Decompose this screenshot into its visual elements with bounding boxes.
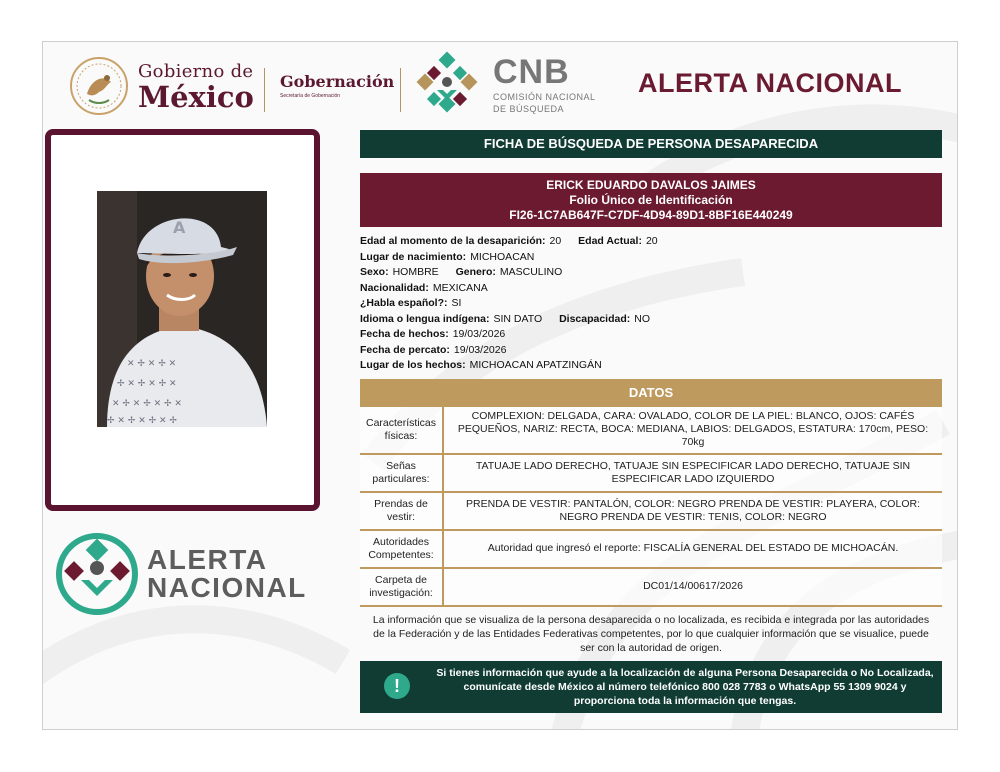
person-photo-illustration [97,191,267,427]
exclamation-icon: ! [384,673,410,699]
table-row [360,454,942,492]
sexo-label: Sexo: [360,266,389,278]
name-box [360,173,942,227]
contact-text: Si tienes información que ayude a la localización de alguna Persona Desaparecida o No Localizada, comunícate desde México al número telefónico 800 028 7783 o WhatsApp 55 1309 9024 y proporciona toda la información que tengas. [436,666,934,707]
table-row [360,530,942,568]
idioma-value: SIN DATO [493,312,543,325]
svg-text:✢ ✕ ✢ ✕ ✢ ✕: ✢ ✕ ✢ ✕ ✢ ✕ [117,379,177,389]
datos-key: Autoridades Competentes: [360,530,443,568]
fecha-hechos-value: 19/03/2026 [452,328,506,340]
contact-footer [360,661,942,713]
info-row-sexo [360,265,942,281]
fecha-hechos-label: Fecha de hechos: [360,328,449,340]
info-block [360,234,942,374]
info-row-nacionalidad [360,281,942,297]
header [43,42,957,126]
svg-text:A: A [173,218,186,237]
folio-value: FI26-1C7AB647F-C7DF-4D94-89D1-8BF16E440249 [509,208,793,222]
edad-desap-value: 20 [549,235,562,247]
alerta-wordmark-line1: ALERTA [147,544,268,575]
alerta-nacional-title: ALERTA NACIONAL [638,68,902,98]
cnb-wordmark [493,54,596,114]
datos-key: Características físicas: [360,407,443,454]
gobierno-de-mexico-logo [138,62,254,112]
info-row-habla [360,296,942,312]
discapacidad-label: Discapacidad: [559,312,631,325]
nacionalidad-label: Nacionalidad: [360,281,429,294]
datos-value: Autoridad que ingresó el reporte: FISCALÍA GENERAL DEL ESTADO DE MICHOACÁN. [443,530,942,568]
ficha-title: FICHA DE BÚSQUEDA DE PERSONA DESAPARECIDA [360,130,942,158]
lugar-nac-value: MICHOACAN [470,250,535,263]
header-divider [264,68,265,112]
nacionalidad-value: MEXICANA [432,281,488,294]
datos-header: DATOS [360,379,942,407]
datos-value: COMPLEXION: DELGADA, CARA: OVALADO, COLOR DE LA PIEL: BLANCO, OJOS: CAFÉS PEQUEÑOS, NARIZ: RECTA, BOCA: MEDIANA, LABIOS: DELGADOS, ESTATURA: 170cm, PESO: 70kg [443,407,942,454]
svg-text:✢ ✕ ✢ ✕ ✢ ✕ ✢: ✢ ✕ ✢ ✕ ✢ ✕ ✢ [107,416,177,426]
idioma-label: Idioma o lengua indígena: [360,312,490,325]
ficha-details [360,130,942,713]
folio-label: Folio Único de Identificación [569,193,733,207]
gobierno-line1: Gobierno de [138,61,254,82]
habla-label: ¿Habla español?: [360,297,448,309]
table-row [360,568,942,606]
info-row-fecha-percato [360,343,942,359]
datos-value: PRENDA DE VESTIR: PANTALÓN, COLOR: NEGRO PRENDA DE VESTIR: PLAYERA, COLOR: NEGRO PRENDA DE VESTIR: TENIS, COLOR: NEGRO [443,492,942,530]
edad-actual-label: Edad Actual: [578,235,642,247]
lugar-nac-label: Lugar de nacimiento: [360,250,467,263]
sexo-value: HOMBRE [392,266,439,278]
mexico-seal-icon [69,56,129,116]
lugar-hechos-value: MICHOACAN APATZINGÁN [469,359,602,371]
person-name: ERICK EDUARDO DAVALOS JAIMES [546,178,756,192]
datos-key: Señas particulares: [360,454,443,492]
gobernacion-subtitle: Secretaría de Gobernación [280,93,341,99]
gobernacion-logo [280,72,394,99]
edad-desap-label: Edad al momento de la desaparición: [360,235,546,247]
alerta-nacional-wordmark [147,546,307,602]
cnb-acronym: CNB [493,53,570,91]
datos-key: Carpeta de investigación: [360,568,443,606]
gobierno-line2: México [138,80,254,114]
cnb-line1: COMISIÓN NACIONAL [493,92,596,102]
info-row-edad [360,234,942,250]
disclaimer-text: La información que se visualiza de la persona desaparecida o no localizada, es recibida e integrada por las autoridades de la Federación y de las Entidades Federativas competentes, por lo que cualquier información que se visualice, puede ser con la autoridad de origen. [372,613,930,654]
table-row [360,407,942,454]
genero-label: Genero: [455,266,496,278]
photo-frame [45,129,320,511]
person-photo [97,191,267,427]
discapacidad-value: NO [634,312,651,325]
ficha-page [42,41,958,730]
datos-key: Prendas de vestir: [360,492,443,530]
svg-text:✕ ✢ ✕ ✢ ✕: ✕ ✢ ✕ ✢ ✕ [127,359,177,369]
fecha-percato-label: Fecha de percato: [360,343,450,356]
info-row-idioma [360,312,942,328]
gobernacion-title: Gobernación [280,72,395,91]
edad-actual-value: 20 [645,235,658,247]
alerta-wordmark-line2: NACIONAL [147,572,307,603]
info-row-lugar-hechos [360,358,942,374]
datos-table [360,407,942,607]
alerta-nacional-emblem-icon [55,532,139,616]
habla-value: SI [451,297,462,309]
cnb-line2: DE BÚSQUEDA [493,104,565,114]
datos-value: DC01/14/00617/2026 [443,568,942,606]
fecha-percato-value: 19/03/2026 [453,343,507,356]
datos-value: TATUAJE LADO DERECHO, TATUAJE SIN ESPECIFICAR LADO DERECHO, TATUAJE SIN ESPECIFICAR LADO IZQUIERDO [443,454,942,492]
cnb-emblem-icon [411,50,483,122]
table-row [360,492,942,530]
info-row-fecha-hechos [360,327,942,343]
genero-value: MASCULINO [499,266,563,278]
svg-text:✕ ✢ ✕ ✢ ✕ ✢ ✕: ✕ ✢ ✕ ✢ ✕ ✢ ✕ [112,399,182,409]
info-row-lugar-nac [360,250,942,266]
header-divider [400,68,401,112]
lugar-hechos-label: Lugar de los hechos: [360,359,466,371]
